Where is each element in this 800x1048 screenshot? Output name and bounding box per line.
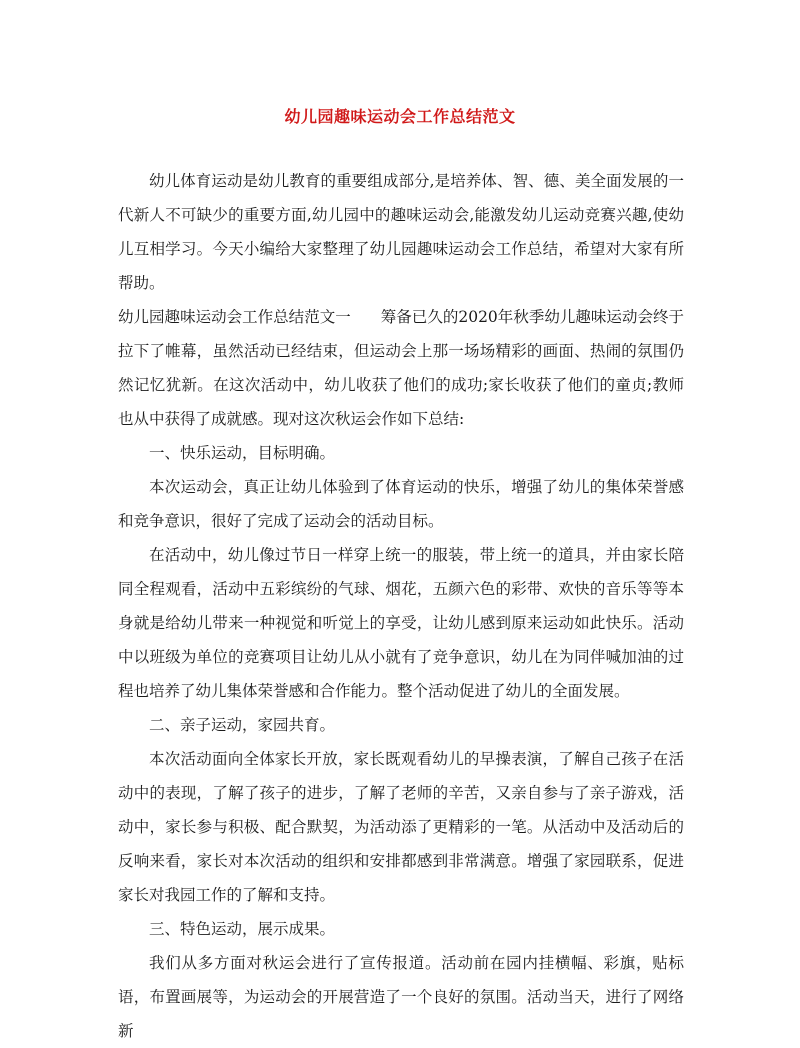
- section1-heading: 幼儿园趣味运动会工作总结范文一: [118, 308, 351, 326]
- document-title: 幼儿园趣味运动会工作总结范文: [284, 107, 516, 126]
- point2-paragraph-1: 本次活动面向全体家长开放，家长既观看幼儿的早操表演，了解自己孩子在活动中的表现，了解了孩子的进步，了解了老师的辛苦，又亲自参与了亲子游戏，活动中，家长参与积极、配合默契，为活动添了更精彩的一笔。从活动中及活动后的反响来看，家长对本次活动的组织和安排都感到非常满意。增强了家园联系，促进家长对我园工作的了解和支持。: [118, 750, 684, 904]
- point1-heading: 一、快乐运动，目标明确。: [149, 444, 336, 462]
- intro-paragraph: 幼儿体育运动是幼儿教育的重要组成部分,是培养体、智、德、美全面发展的一代新人不可缺少的重要方面,幼儿园中的趣味运动会,能激发幼儿运动竞赛兴趣,使幼儿互相学习。今天小编给大家整理了幼儿园趣味运动会工作总结，希望对大家有所帮助。: [118, 172, 684, 292]
- point1-paragraph-2: 在活动中，幼儿像过节日一样穿上统一的服装，带上统一的道具，并由家长陪同全程观看，活动中五彩缤纷的气球、烟花，五颜六色的彩带、欢快的音乐等等本身就是给幼儿带来一种视觉和听觉上的享受，让幼儿感到原来运动如此快乐。活动中以班级为单位的竞赛项目让幼儿从小就有了竞争意识，幼儿在为同伴喊加油的过程也培养了幼儿集体荣誉感和合作能力。整个活动促进了幼儿的全面发展。: [118, 546, 684, 700]
- section1-lead: 筹备已久的2020年秋季幼儿趣味运动会终于拉下了帷幕，虽然活动已经结束，但运动会上那一场场精彩的画面、热闹的氛围仍然记忆犹新。在这次活动中，幼儿收获了他们的成功;家长收获了他们的童贞;教师也从中获得了成就感。现对这次秋运会作如下总结:: [118, 308, 684, 428]
- point3-heading: 三、特色运动，展示成果。: [149, 920, 336, 938]
- point1-paragraph-1: 本次运动会，真正让幼儿体验到了体育运动的快乐，增强了幼儿的集体荣誉感和竞争意识，很好了完成了运动会的活动目标。: [118, 478, 684, 530]
- document-body: [118, 164, 684, 1048]
- point2-heading: 二、亲子运动，家园共育。: [149, 716, 336, 734]
- point3-paragraph-1: 我们从多方面对秋运会进行了宣传报道。活动前在园内挂横幅、彩旗，贴标语，布置画展等，为运动会的开展营造了一个良好的氛围。活动当天，进行了网络新: [118, 954, 684, 1040]
- section1-paragraph: [118, 300, 684, 436]
